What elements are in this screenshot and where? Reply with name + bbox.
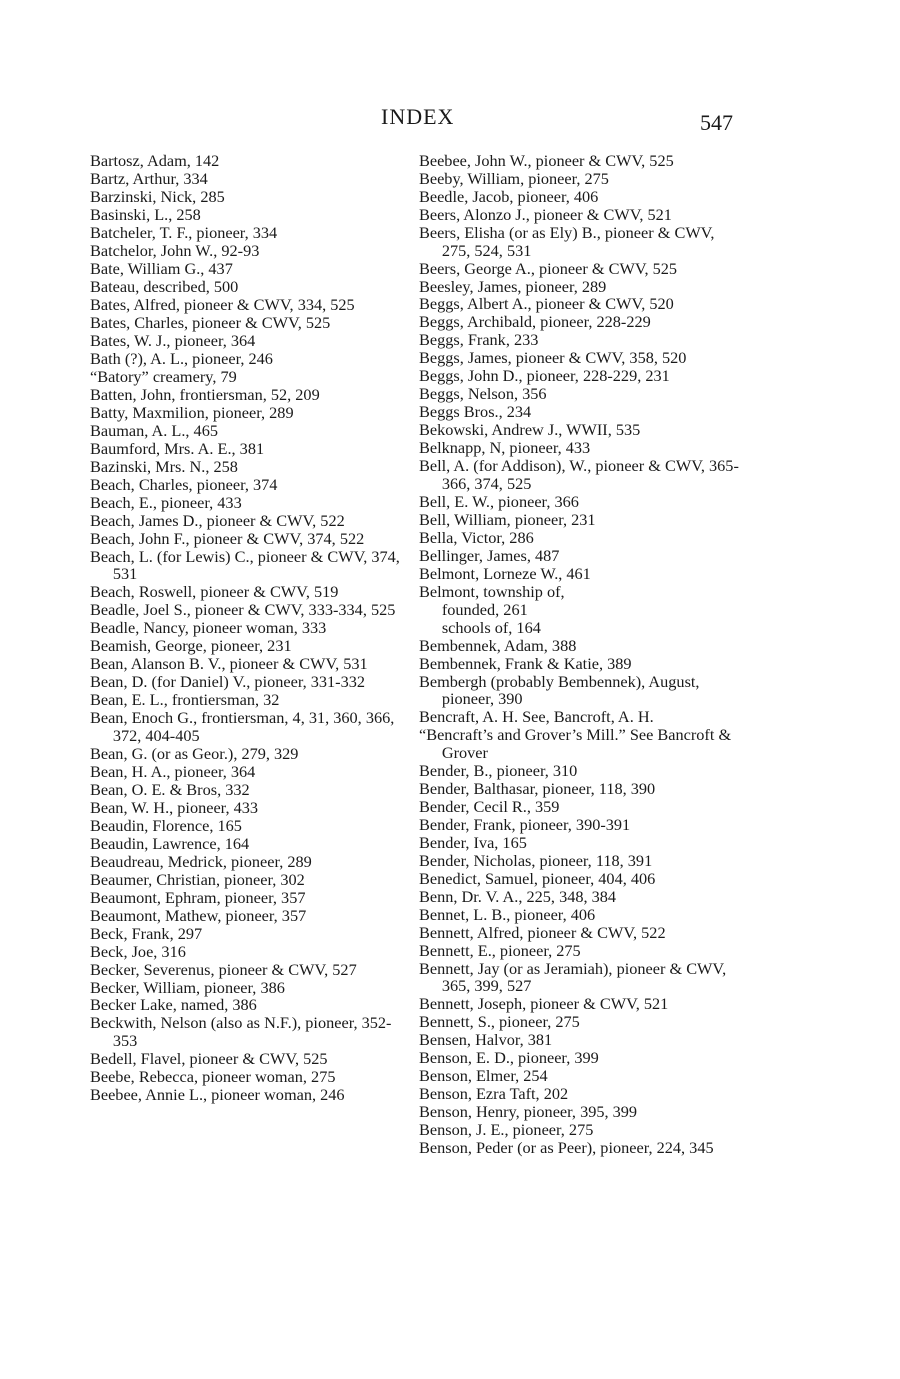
index-entry: Benson, Henry, pioneer, 395, 399 xyxy=(419,1102,638,1122)
index-entry: Bennett, S., pioneer, 275 xyxy=(419,1012,580,1032)
index-column-right xyxy=(419,152,741,1157)
index-entry: Barzinski, Nick, 285 xyxy=(90,186,225,206)
index-entry: Bell, E. W., pioneer, 366 xyxy=(419,491,579,511)
index-entry: Bender, Nicholas, pioneer, 118, 391 xyxy=(419,850,653,870)
index-entry: Beach, L. (for Lewis) C., pioneer & CWV, 374, 531 xyxy=(90,546,400,584)
index-entry: Bennet, L. B., pioneer, 406 xyxy=(419,904,596,924)
index-entry: Basinski, L., 258 xyxy=(90,204,201,224)
index-entry: Beach, E., pioneer, 433 xyxy=(90,492,242,512)
index-entry: Bedell, Flavel, pioneer & CWV, 525 xyxy=(90,1049,328,1069)
index-entry: Baumford, Mrs. A. E., 381 xyxy=(90,438,265,458)
page-header xyxy=(0,104,900,134)
index-entry: Beamish, George, pioneer, 231 xyxy=(90,636,292,656)
index-entry: Bate, William G., 437 xyxy=(90,258,233,278)
index-entry: Beck, Joe, 316 xyxy=(90,941,186,961)
index-entry: Beggs, Nelson, 356 xyxy=(419,384,547,404)
index-entry: Beedle, Jacob, pioneer, 406 xyxy=(419,186,599,206)
index-entry: Beggs, Albert A., pioneer & CWV, 520 xyxy=(419,294,674,314)
index-entry: Beers, Alonzo J., pioneer & CWV, 521 xyxy=(419,204,672,224)
index-entry: Beach, John F., pioneer & CWV, 374, 522 xyxy=(90,528,365,548)
index-entry: Bekowski, Andrew J., WWII, 535 xyxy=(419,420,641,440)
index-entry: Belknapp, N, pioneer, 433 xyxy=(419,438,591,458)
index-entry: Bennett, Alfred, pioneer & CWV, 522 xyxy=(419,922,666,942)
index-entry: Bell, A. (for Addison), W., pioneer & CWV, 365-366, 374, 525 xyxy=(419,456,739,493)
index-entry: Benson, Ezra Taft, 202 xyxy=(419,1084,569,1104)
index-entry: Becker, William, pioneer, 386 xyxy=(90,977,285,997)
index-entry: “Batory” creamery, 79 xyxy=(90,366,237,386)
index-entry: Beaudin, Florence, 165 xyxy=(90,815,242,835)
index-entry: Bembennek, Frank & Katie, 389 xyxy=(419,653,632,673)
index-entry: Bennett, Jay (or as Jeramiah), pioneer & CWV, 365, 399, 527 xyxy=(419,958,727,996)
index-entry: Bender, Balthasar, pioneer, 118, 390 xyxy=(419,778,656,798)
index-entry: Bateau, described, 500 xyxy=(90,276,239,296)
index-entry: Beach, Charles, pioneer, 374 xyxy=(90,474,278,494)
index-entry: Batten, John, frontiersman, 52, 209 xyxy=(90,384,320,404)
index-entry: Batcheler, T. F., pioneer, 334 xyxy=(90,222,278,242)
index-entry: Bender, Iva, 165 xyxy=(419,832,527,852)
index-entry: Bean, W. H., pioneer, 433 xyxy=(90,797,259,817)
index-entry: Beckwith, Nelson (also as N.F.), pioneer, 352-353 xyxy=(90,1013,392,1051)
index-entry: Bennett, Joseph, pioneer & CWV, 521 xyxy=(419,994,669,1014)
index-entry: Beesley, James, pioneer, 289 xyxy=(419,276,607,296)
index-entry: Beadle, Nancy, pioneer woman, 333 xyxy=(90,618,327,638)
index-entry: Bauman, A. L., 465 xyxy=(90,420,218,440)
index-entry: Beaumer, Christian, pioneer, 302 xyxy=(90,869,305,889)
index-entry: Beeby, William, pioneer, 275 xyxy=(419,168,609,188)
index-entry: Beaudreau, Medrick, pioneer, 289 xyxy=(90,851,312,871)
index-entry: Bates, Alfred, pioneer & CWV, 334, 525 xyxy=(90,294,355,314)
index-entry: Bath (?), A. L., pioneer, 246 xyxy=(90,348,273,368)
index-entry: Bean, H. A., pioneer, 364 xyxy=(90,761,256,781)
index-entry: Bencraft, A. H. See, Bancroft, A. H. xyxy=(419,707,654,727)
index-entry: Bartz, Arthur, 334 xyxy=(90,168,208,188)
index-entry: Bender, B., pioneer, 310 xyxy=(419,760,578,780)
index-entry: Belmont, township of, xyxy=(419,581,565,601)
index-entry: Batty, Maxmilion, pioneer, 289 xyxy=(90,402,294,422)
index-entry: Beebee, Annie L., pioneer woman, 246 xyxy=(90,1085,345,1105)
index-entry: Bean, G. (or as Geor.), 279, 329 xyxy=(90,743,299,763)
index-entry: Bean, D. (for Daniel) V., pioneer, 331-332 xyxy=(90,672,366,692)
index-entry: Bell, William, pioneer, 231 xyxy=(419,509,596,529)
index-entry: Benson, J. E., pioneer, 275 xyxy=(419,1120,594,1140)
index-entry: Becker Lake, named, 386 xyxy=(90,995,257,1015)
index-entry: Bates, W. J., pioneer, 364 xyxy=(90,330,256,350)
index-entry: Bazinski, Mrs. N., 258 xyxy=(90,456,238,476)
index-entry: Beck, Frank, 297 xyxy=(90,923,203,943)
index-entry: Belmont, Lorneze W., 461 xyxy=(419,563,591,583)
running-title: INDEX xyxy=(381,104,455,129)
index-entry: Beach, Roswell, pioneer & CWV, 519 xyxy=(90,582,339,602)
index-entry: Bender, Cecil R., 359 xyxy=(419,796,560,816)
index-entry: Benson, E. D., pioneer, 399 xyxy=(419,1048,599,1068)
index-entry: Becker, Severenus, pioneer & CWV, 527 xyxy=(90,959,357,979)
index-entry: Bates, Charles, pioneer & CWV, 525 xyxy=(90,312,331,332)
index-entry: Beach, James D., pioneer & CWV, 522 xyxy=(90,510,345,530)
index-entry: Beers, George A., pioneer & CWV, 525 xyxy=(419,258,678,278)
index-entry: Beadle, Joel S., pioneer & CWV, 333-334, 525 xyxy=(90,600,396,620)
index-entry: Bean, Enoch G., frontiersman, 4, 31, 360, 366, 372, 404-405 xyxy=(90,708,395,745)
index-entry: Beers, Elisha (or as Ely) B., pioneer & CWV, 275, 524, 531 xyxy=(419,222,715,260)
index-entry: Beggs, John D., pioneer, 228-229, 231 xyxy=(419,366,670,386)
index-entry: Bean, Alanson B. V., pioneer & CWV, 531 xyxy=(90,654,368,674)
index-entry: Bennett, E., pioneer, 275 xyxy=(419,940,581,960)
index-entry: Benn, Dr. V. A., 225, 348, 384 xyxy=(419,886,617,906)
index-entry: Beaumont, Mathew, pioneer, 357 xyxy=(90,905,307,925)
index-entry: “Bencraft’s and Grover’s Mill.” See Bancroft & Grover xyxy=(419,725,732,762)
index-entry: Bartosz, Adam, 142 xyxy=(90,151,220,170)
index-column-left xyxy=(90,152,408,1104)
index-entry: Benedict, Samuel, pioneer, 404, 406 xyxy=(419,868,656,888)
index-entry: Beaudin, Lawrence, 164 xyxy=(90,833,250,853)
index-entry: Bellinger, James, 487 xyxy=(419,545,560,565)
index-entry: Beggs, James, pioneer & CWV, 358, 520 xyxy=(419,348,687,368)
index-entry: Bensen, Halvor, 381 xyxy=(419,1030,553,1050)
index-entry: Bean, E. L., frontiersman, 32 xyxy=(90,690,280,710)
index-entry: Bender, Frank, pioneer, 390-391 xyxy=(419,814,631,834)
index-entry: Bean, O. E. & Bros, 332 xyxy=(90,779,250,799)
index-entry: Beaumont, Ephram, pioneer, 357 xyxy=(90,887,306,907)
index-entry: Beggs, Frank, 233 xyxy=(419,330,539,350)
index-entry: Beggs, Archibald, pioneer, 228-229 xyxy=(419,312,651,332)
index-subentry: schools of, 164 xyxy=(441,617,541,637)
index-entry: Bembergh (probably Bembennek), August, pioneer, 390 xyxy=(419,671,700,709)
page-number: 547 xyxy=(700,110,733,135)
index-subentry: founded, 261 xyxy=(441,599,528,619)
index-entry: Benson, Elmer, 254 xyxy=(419,1066,548,1086)
index-entry: Batchelor, John W., 92-93 xyxy=(90,240,260,260)
index-entry: Benson, Peder (or as Peer), pioneer, 224, 345 xyxy=(419,1138,714,1158)
index-entry: Beggs Bros., 234 xyxy=(419,402,532,422)
index-entry: Bella, Victor, 286 xyxy=(419,527,534,547)
index-entry: Beebe, Rebecca, pioneer woman, 275 xyxy=(90,1067,336,1087)
index-entry: Beebee, John W., pioneer & CWV, 525 xyxy=(419,151,674,170)
index-entry: Bembennek, Adam, 388 xyxy=(419,635,577,655)
